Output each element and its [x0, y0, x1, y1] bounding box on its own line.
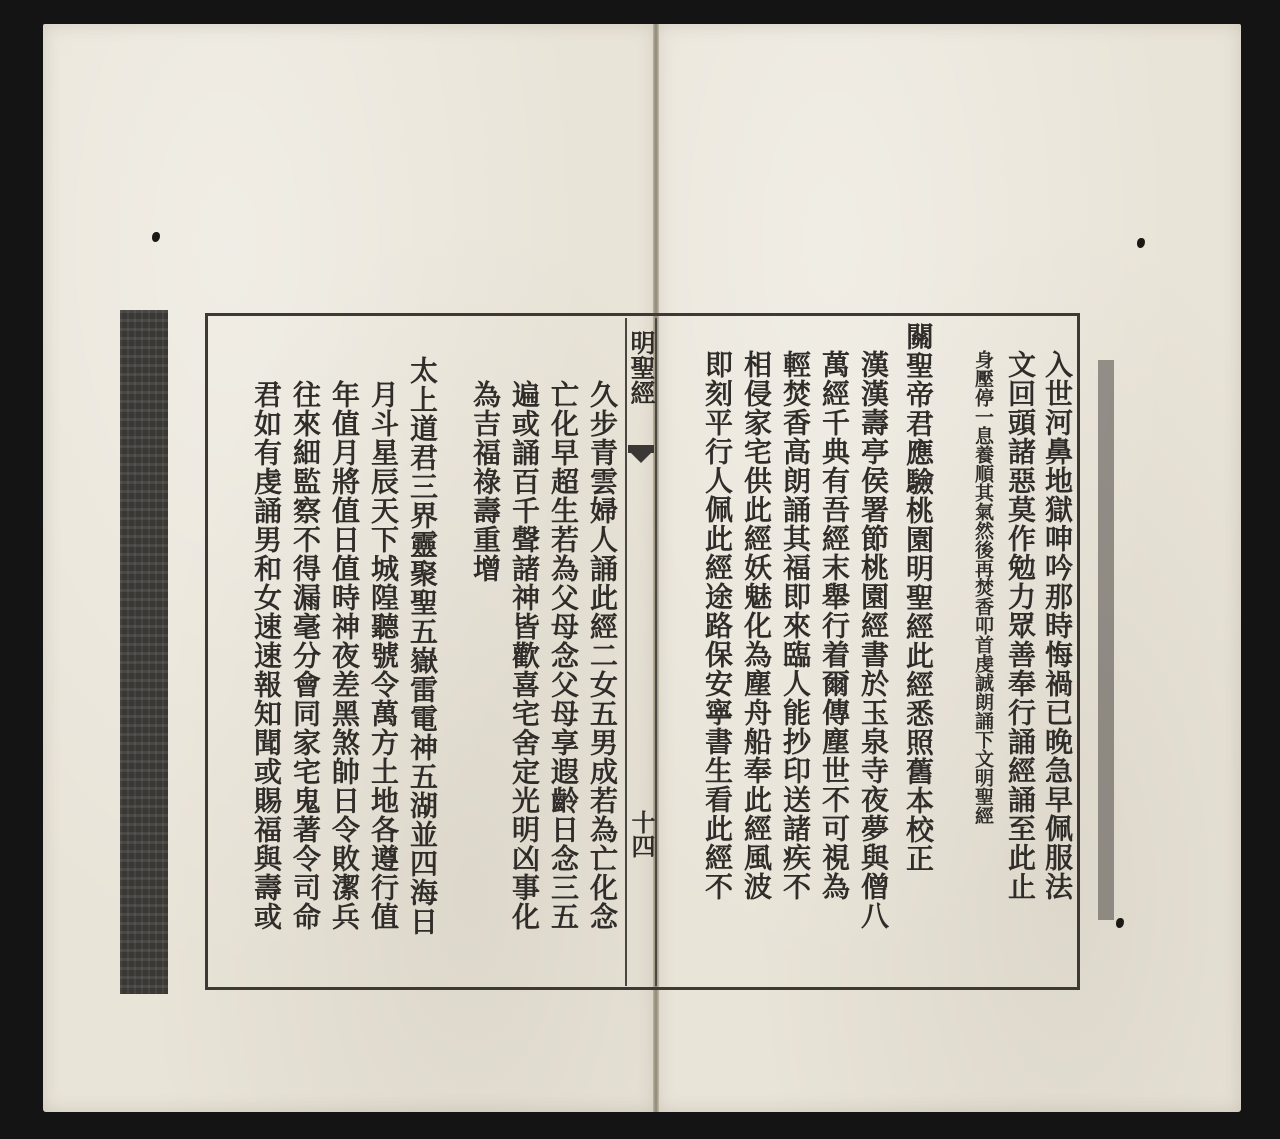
ink-border-band-right [1098, 360, 1114, 920]
text-column: 相侵家宅供此經妖魅化為塵舟船奉此經風波 [740, 350, 773, 901]
centre-strip [625, 318, 657, 986]
text-column: 往來細監察不得漏毫分會同家宅鬼著令司命 [289, 380, 322, 931]
leaf-number: 十四 [627, 810, 656, 858]
text-column: 久步青雲婦人誦此經二女五男成若為亡化念 [586, 380, 619, 931]
text-column: 太上道君三界靈聚聖五嶽雷電神五湖並四海日 [406, 356, 439, 936]
text-column: 漢漢壽亭侯署節桃園經書於玉泉寺夜夢與僧八 [857, 350, 890, 930]
text-column: 萬經千典有吾經末舉行着爾傳塵世不可視為 [818, 350, 851, 901]
text-column: 君如有虔誦男和女速速報知聞或賜福與壽或 [250, 380, 283, 931]
text-column-heading: 關聖帝君應驗桃園明聖經此經悉照舊本校正 [902, 322, 935, 873]
text-column: 亡化早超生若為父母念父母享遐齡日念三五 [547, 380, 580, 931]
text-column-annotation: 身壓停一息養順其氣然後再焚香叩首虔誠朗誦下文明聖經 [972, 350, 994, 825]
text-column: 月斗星辰天下城隍聽號令萬方土地各遵行值 [367, 380, 400, 931]
text-column: 遍或誦百千聲諸神皆歡喜宅舍定光明凶事化 [508, 380, 541, 931]
book-title: 明聖經 [627, 330, 656, 405]
ink-border-band-left [120, 310, 168, 994]
text-column: 輕焚香高朗誦其福即來臨人能抄印送諸疾不 [779, 350, 812, 901]
text-column: 文回頭諸惡莫作勉力眾善奉行誦經誦至此止 [1004, 350, 1037, 901]
text-column: 為吉福祿壽重增 [469, 380, 502, 583]
text-column: 年值月將值日值時神夜差黑煞帥日令敗潔兵 [328, 380, 361, 931]
text-column: 入世河鼻地獄呻吟那時悔禍已晚急早佩服法 [1041, 350, 1074, 901]
text-column: 即刻平行人佩此經途路保安寧書生看此經不 [701, 350, 734, 901]
fishtail-mark [628, 445, 654, 467]
